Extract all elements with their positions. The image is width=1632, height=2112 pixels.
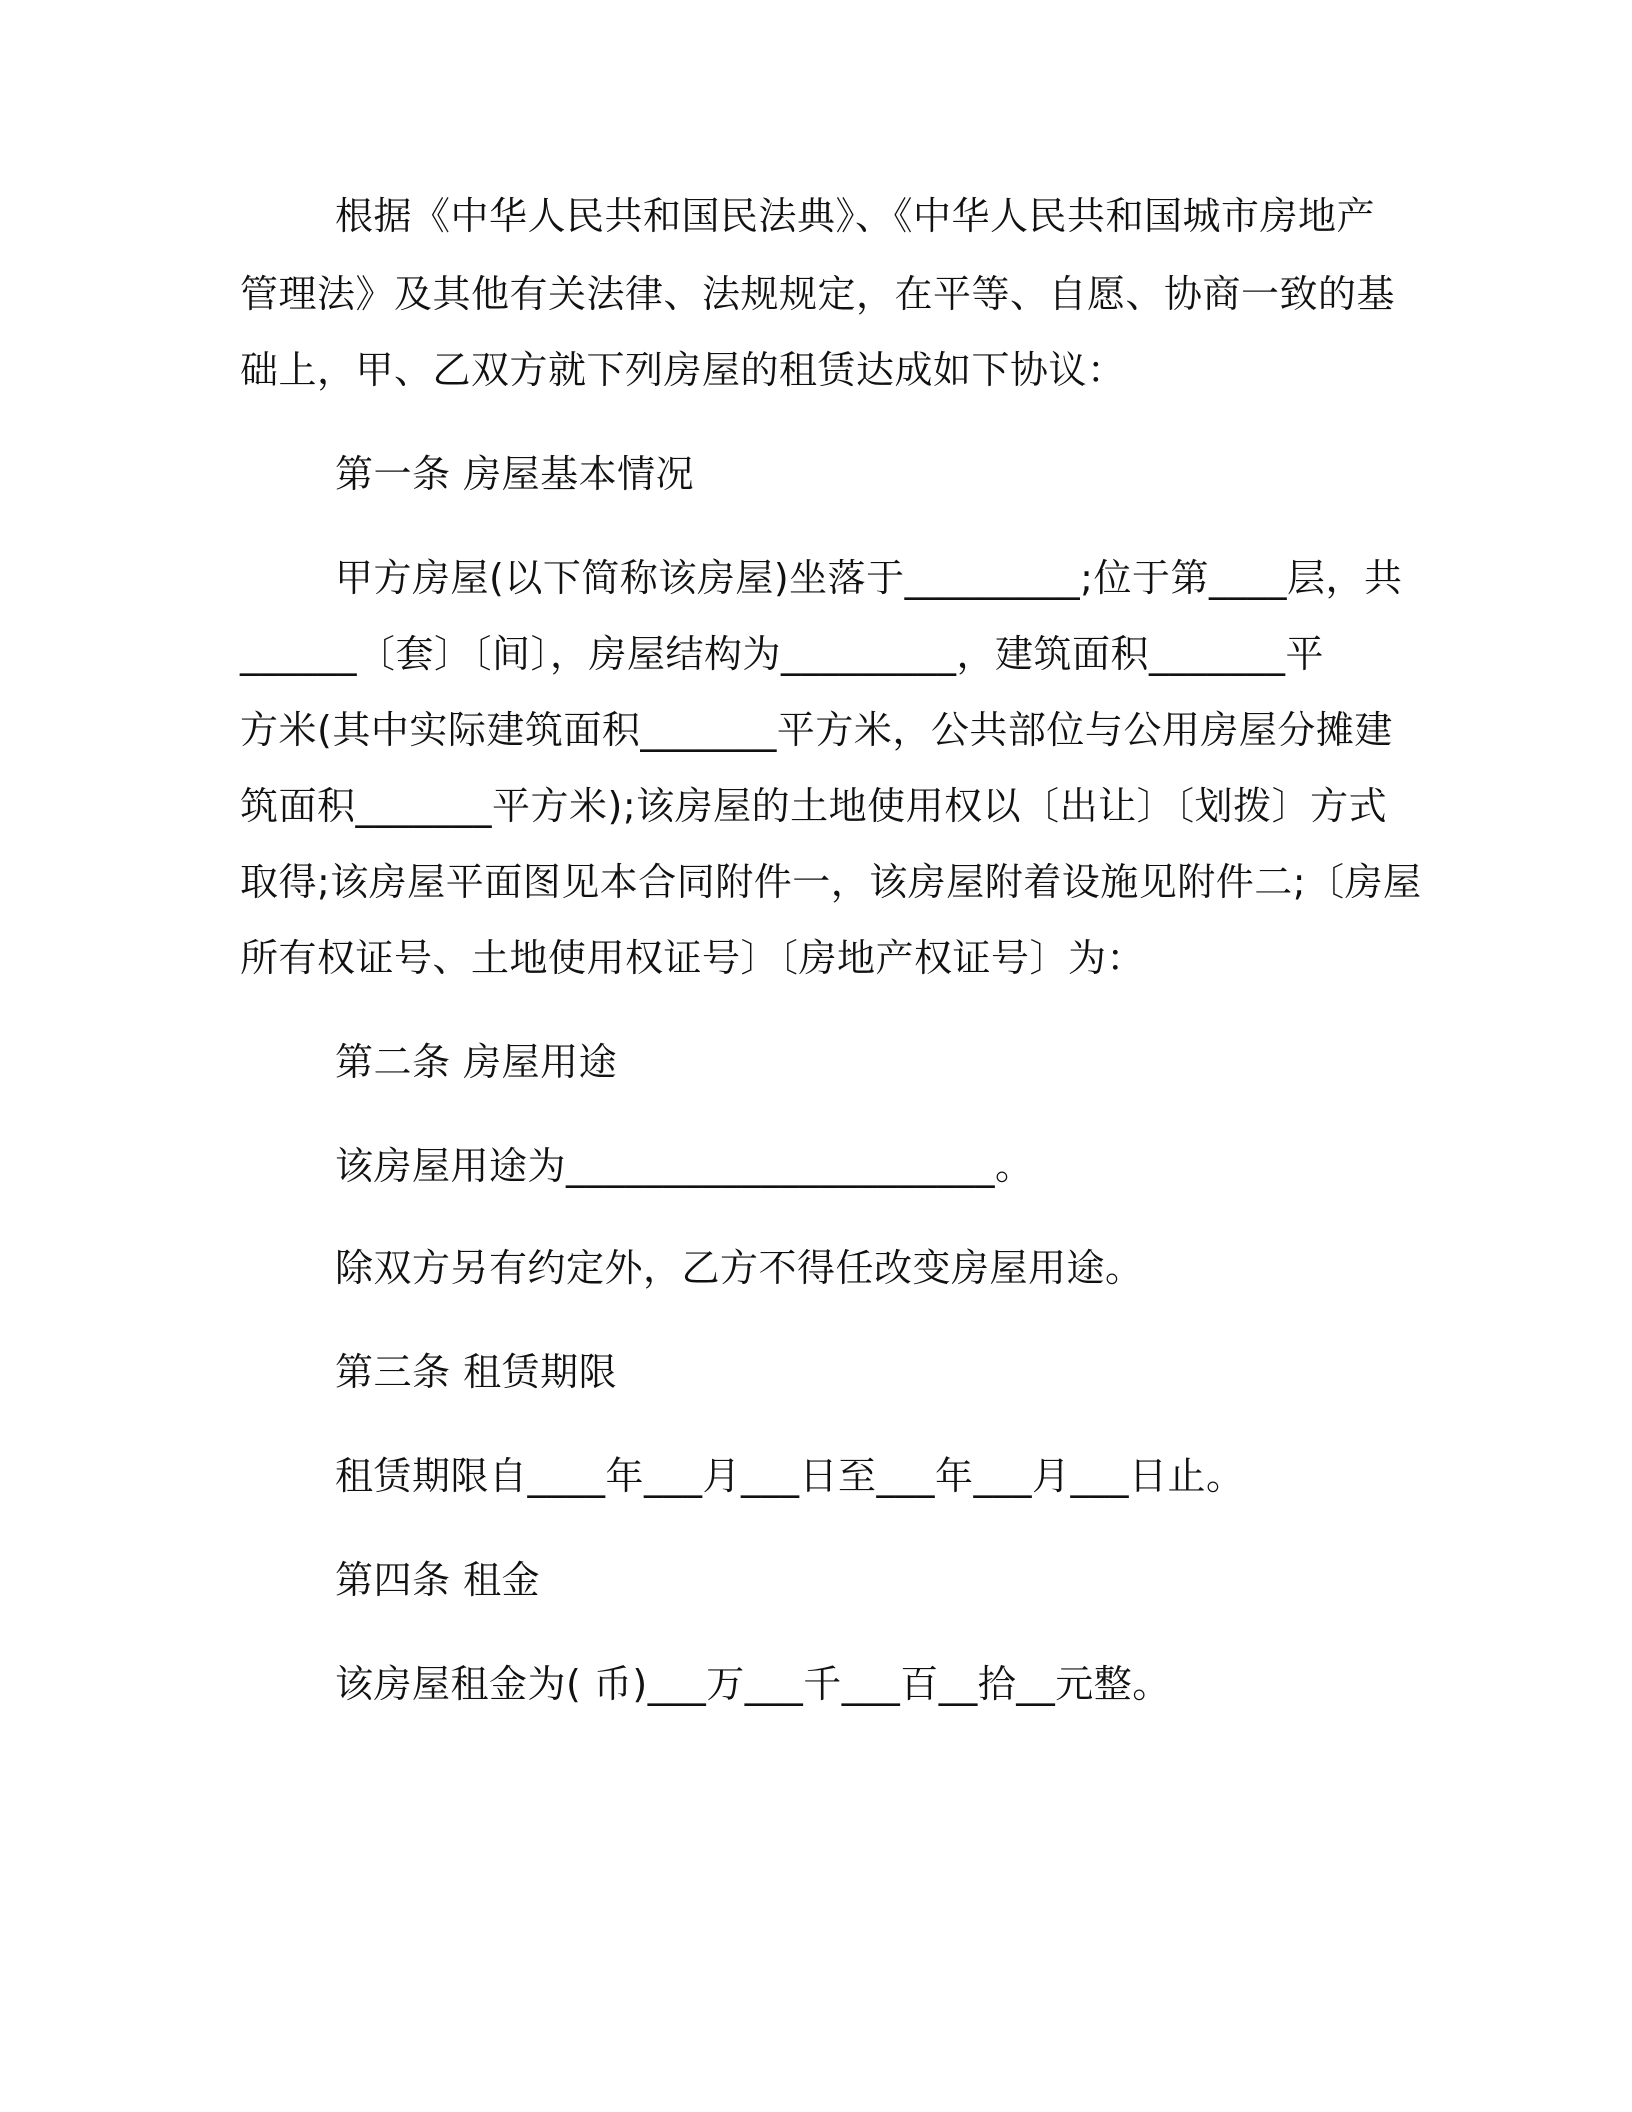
article1-line-4: 筑面积_______平方米);该房屋的土地使用权以〔出让〕〔划拨〕方式 xyxy=(240,784,1388,828)
article4-line-1: 该房屋租金为( 币)___万___千___百__拾__元整。 xyxy=(335,1662,1171,1706)
article1-line-6: 所有权证号、土地使用权证号〕〔房地产权证号〕为： xyxy=(240,936,1146,980)
article3-line-1: 租赁期限自____年___月___日至___年___月___日止。 xyxy=(335,1454,1245,1498)
intro-line-3: 础上，甲、乙双方就下列房屋的租赁达成如下协议： xyxy=(240,348,1126,392)
article1-line-2: ______〔套〕〔间〕，房屋结构为_________，建筑面积_______平 xyxy=(240,632,1325,676)
article1-line-5: 取得;该房屋平面图见本合同附件一，该房屋附着设施见附件二;〔房屋 xyxy=(240,860,1422,904)
article1-line-1: 甲方房屋(以下简称该房屋)坐落于_________;位于第____层，共 xyxy=(335,556,1403,600)
article1-heading: 第一条 房屋基本情况 xyxy=(335,452,695,496)
article3-heading: 第三条 租赁期限 xyxy=(335,1350,618,1394)
article2-line-1: 该房屋用途为______________________。 xyxy=(335,1144,1034,1188)
article4-heading: 第四条 租金 xyxy=(335,1558,541,1602)
intro-line-1: 根据《中华人民共和国民法典》、《中华人民共和国城市房地产 xyxy=(335,194,1376,238)
article2-heading: 第二条 房屋用途 xyxy=(335,1040,618,1084)
intro-line-2: 管理法》及其他有关法律、法规规定，在平等、自愿、协商一致的基 xyxy=(240,272,1396,316)
article2-line-2: 除双方另有约定外，乙方不得任改变房屋用途。 xyxy=(335,1246,1144,1290)
article1-line-3: 方米(其中实际建筑面积_______平方米，公共部位与公用房屋分摊建 xyxy=(240,708,1393,752)
